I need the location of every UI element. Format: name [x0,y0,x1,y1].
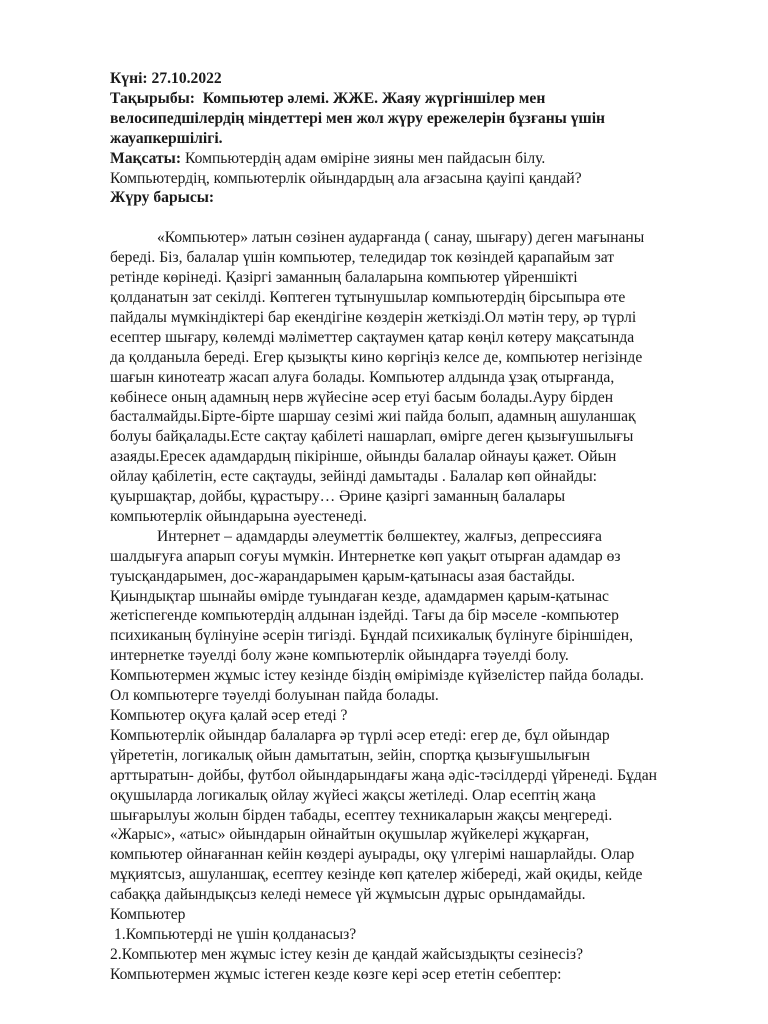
goal-line-2: Компьютердің, компьютерлік ойындардың ала ағзасына қауіпі қандай? [110,169,582,187]
paragraph-line: мұқиятсыз, ашуланшақ, есептеу кезінде көп қателер жібереді, жай оқиды, кейде [110,866,643,884]
paragraph-line: есептер шығару, көлемді мәліметтер сақтаумен қатар көңіл көтеру мақсатында [110,328,635,346]
paragraph-line: сабаққа дайындықсыз келеді немесе үй жұмысын дұрыс орындамайды. [110,886,586,904]
goal-line-1 [110,149,710,169]
paragraph-3 [110,726,710,905]
paragraph-line: жетіспегенде компьютердің алдынан іздейді. Тағы да бір мәселе -компьютер [110,607,619,625]
paragraph-line: Интернет – адамдарды әлеуметтік бөлшектеу, жалғыз, депрессияға [157,527,602,545]
document-page [110,69,710,985]
paragraph-line: «Компьютер» латын сөзінен аударғанда ( санау, шығару) деген мағынаны [157,229,645,247]
topic-text-1: Компьютер әлемі. ЖЖЕ. Жаяу жүргіншілер мен [202,89,546,107]
paragraph-line: басталмайды.Бірте-бірте шаршау сезімі жиі пайда болып, адамның ашуланшақ [110,408,636,426]
paragraph-1 [110,228,710,527]
process-heading: Жүру барысы: [110,189,215,207]
paragraph-line: Компьютерлік ойындар балаларға әр түрлі әсер етеді: егер де, бұл ойындар [110,726,610,744]
paragraph-line: ретінде көрінеді. Қазіргі заманның балаларына компьютер үйреншікті [110,269,578,287]
date-value: 27.10.2022 [151,70,222,87]
paragraph-line: азаяды.Ересек адамдардың пікірінше, ойынды балалар ойнауы қажет. Ойын [110,448,617,466]
section-word: Компьютер [110,906,186,924]
topic-line-3: жауапкершілігі. [110,129,223,147]
paragraph-line: да қолданыла береді. Егер қызықты кино көргіңіз келсе де, компьютер негізінде [110,348,643,366]
paragraph-line: Қиындықтар шынайы өмірде туындаған кезде, адамдармен қарым-қатынас [110,587,609,605]
paragraph-line: туысқандарымен, дос-жарандарымен қарым-қатынасы азая бастайды. [110,567,576,585]
paragraph-line: «Жарыс», «атыс» ойындарын ойнайтын оқушылар жүйкелері жұқарған, [110,826,590,844]
paragraph-line: психиканың бүлінуіне әсерін тигізді. Бұндай психикалық бүлінуге біріншіден, [110,627,633,645]
paragraph-line: көбінесе оның адамның нерв жүйесіне әсер етуі басым болады.Ауру бірден [110,388,614,406]
paragraph-line: Компьютермен жұмыс істеу кезінде біздің өмірімізде күйзелістер пайда болады. [110,667,644,685]
closing-line: Компьютермен жұмыс істеген кезде көзге кері әсер ететін себептер: [110,965,562,983]
question-1: 1.Компьютерді не үшін қолданасыз? [114,925,357,943]
topic-line-2: велосипедшілердің міндеттері мен жол жүру ережелерін бұзғаны үшін [110,109,606,127]
goal-text-1: Компьютердің адам өміріне зияны мен пайдасын білу. [184,149,546,167]
paragraph-line: шығарылуы жолын бірден табады, есептеу техникаларын жақсы меңгереді. [110,806,613,824]
question-2: 2.Компьютер мен жұмыс істеу кезін де қандай жайсыздықты сезінесіз? [110,945,584,963]
paragraph-line: үйрететін, логикалық ойын дамытатын, зейін, спортқа қызығушылығын [110,746,590,764]
date-label: Күні: [110,70,148,87]
paragraph-2 [110,527,710,706]
paragraph-line: шалдығуға апарып соғуы мүмкін. Интернетке көп уақыт отырған адамдар өз [110,547,621,565]
paragraph-line: береді. Біз, балалар үшін компьютер, теледидар ток көзіндей қарапайым зат [110,249,615,267]
paragraph-line: болуы байқалады.Есте сақтау қабілеті нашарлап, өмірге деген қызығушылығы [110,428,634,446]
paragraph-line: Ол компьютерге тәуелді болуынан пайда болады. [110,687,439,705]
paragraph-line: пайдалы мүмкіндіктері бар екендігіне көздерін жеткізді.Ол мәтін теру, әр түрлі [110,308,637,326]
paragraph-line: компьютер ойнағаннан кейін көздері ауырады, оқу үлгерімі нашарлайды. Олар [110,846,635,864]
paragraph-line: компьютерлік ойындарына әуестенеді. [110,507,367,525]
paragraph-line: қолданатын зат секілді. Көптеген тұтынушылар компьютердің бірсыпыра өте [110,288,626,306]
topic-label: Тақырыбы: [110,89,195,107]
paragraph-line: шағын кинотеатр жасап алуға болады. Компьютер алдында ұзақ отырғанда, [110,368,615,386]
paragraph-line: оқушыларда логикалық ойлау жүйесі жақсы жетіледі. Олар есептің жаңа [110,786,596,804]
date-line [110,69,710,89]
blank-line [110,208,710,228]
topic-line-1 [110,89,710,109]
paragraph-line: интернетке тәуелді болу және компьютерлік ойындарға тәуелді болу. [110,647,569,665]
question-heading: Компьютер оқуға қалай әсер етеді ? [110,707,348,724]
goal-label: Мақсаты: [110,149,182,167]
paragraph-line: қуыршақтар, дойбы, құрастыру… Әрине қазіргі заманның балалары [110,488,566,506]
paragraph-line: ойлау қабілетін, есте сақтауды, зейінді дамытады . Балалар көп ойнайды: [110,468,597,486]
paragraph-line: арттыратын- дойбы, футбол ойындарындағы жаңа әдіс-тәсілдерді үйренеді. Бұдан [110,766,658,784]
